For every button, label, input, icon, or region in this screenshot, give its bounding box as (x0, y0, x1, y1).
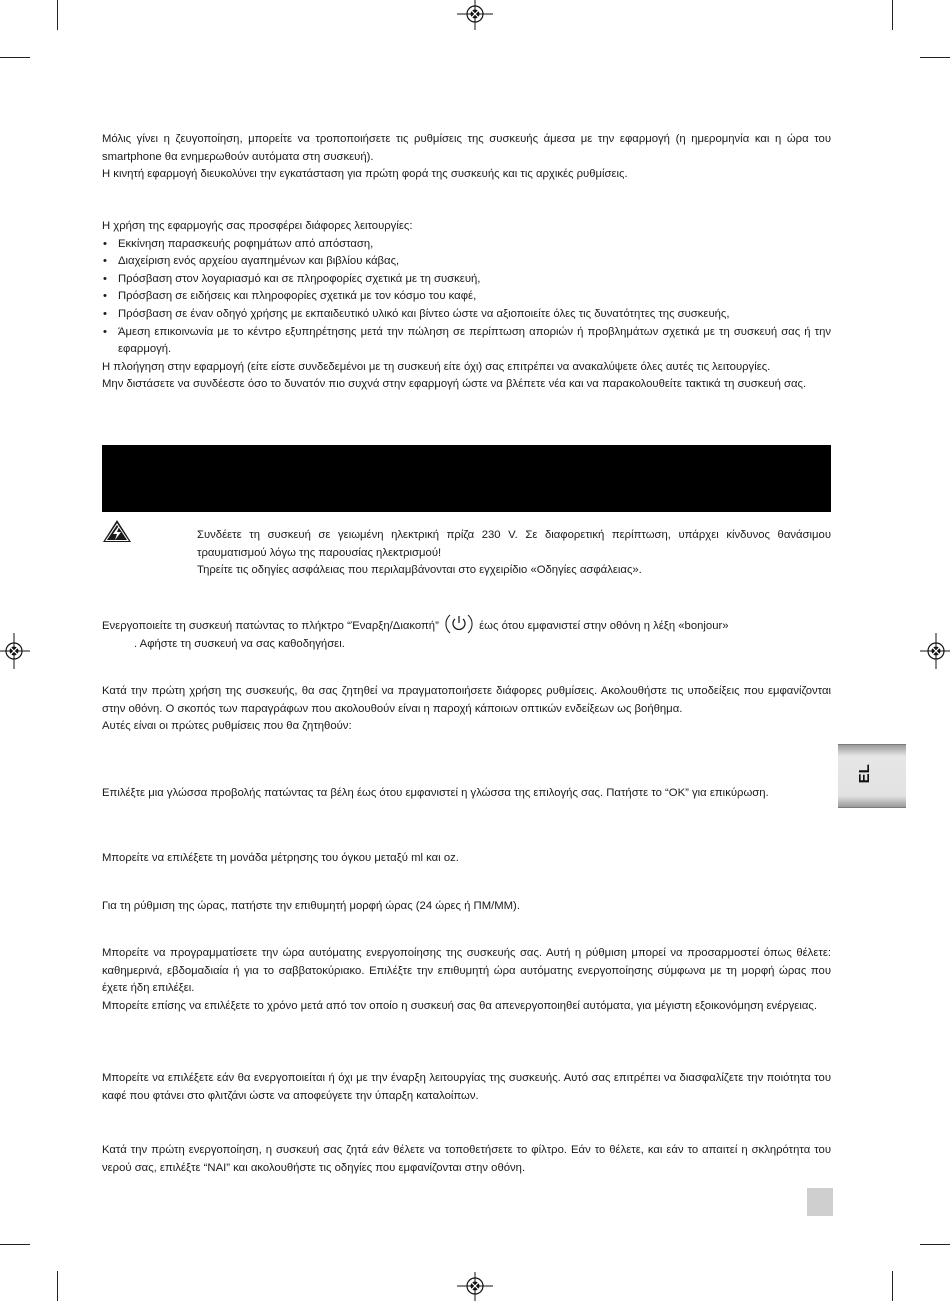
list-item: • Πρόσβαση στον λογαριασμό και σε πληροφορίες σχετικά με τη συσκευή, (102, 271, 831, 289)
auto-on-paragraph: Μπορείτε να προγραμματίσετε την ώρα αυτόματης ενεργοποίησης της συσκευής σας. Αυτή η ρύθμιση μπορεί να προσαρμοστεί όπως θέλετε: καθημερινά, εβδομαδιαία ή για το σαββατοκύριακο. Επιλέξτε την επιθυμητή ώρα αυτόματης ενεργοποίησης σύμφωνα με τη μορφή ώρας που έχετε ήδη επιλέξει. (102, 947, 831, 995)
first-use-section (102, 683, 831, 736)
warning-line: Τηρείτε τις οδηγίες ασφάλειας που περιλαμβάνονται στο εγχειρίδιο «Οδηγίες ασφάλειας». (197, 564, 642, 577)
registration-mark-icon (0, 631, 30, 671)
registration-mark-icon (455, 0, 495, 30)
power-text-before: Ενεργοποιείτε τη συσκευή πατώντας το πλήκτρο “Έναρξη/Διακοπή” (102, 620, 439, 632)
time-section (102, 898, 831, 916)
crop-mark (57, 1271, 58, 1301)
auto-on-paragraph: Μπορείτε επίσης να επιλέξετε το χρόνο μετά από τον οποίο η συσκευή σας θα απενεργοποιηθεί αυτόματα, για μέγιστη εξοικονόμηση ενέργειας. (102, 999, 817, 1012)
filter-paragraph: Κατά την πρώτη ενεργοποίηση, η συσκευή σας ζητά εάν θέλετε να τοποθετήσετε το φίλτρο. Εάν το θέλετε, και εάν το απαιτεί η σκληρότητα του νερού σας, επιλέξτε “ΝΑΙ” και ακολουθήστε τις οδηγίες που εμφανίζονται στην οθόνη. (102, 1144, 831, 1174)
crop-mark (920, 57, 950, 58)
crop-mark (892, 1271, 893, 1301)
electrical-hazard-icon (102, 519, 132, 543)
first-use-paragraph: Αυτές είναι οι πρώτες ρυθμίσεις που θα ζητηθούν: (102, 720, 352, 733)
registration-mark-icon (455, 1272, 495, 1301)
intro-paragraph: Μόλις γίνει η ζευγοποίηση, μπορείτε να τροποποιήσετε τις ρυθμίσεις της συσκευής άμεσα με την εφαρμογή (η ημερομηνία και η ώρα του smartphone θα ενημερωθούν αυτόματα στη συσκευή). (102, 133, 831, 163)
crop-mark (0, 1244, 30, 1245)
warning-line: Συνδέετε τη συσκευή σε γειωμένη ηλεκτρική πρίζα 230 V. Σε διαφορετική περίπτωση, υπάρχει κίνδυνος θανάσιμου τραυματισμού λόγω της παρουσίας ηλεκτρισμού! (197, 529, 831, 559)
list-item: • Πρόσβαση σε ειδήσεις και πληροφορίες σχετικά με τον κόσμο του καφέ, (102, 288, 831, 306)
units-section (102, 850, 831, 868)
functions-section (102, 218, 831, 394)
power-line2: . Αφήστε τη συσκευή να σας καθοδηγήσει. (134, 637, 345, 650)
units-paragraph: Μπορείτε να επιλέξετε τη μονάδα μέτρησης του όγκου μεταξύ ml και oz. (102, 852, 459, 864)
power-text-after: έως ότου εμφανιστεί στην οθόνη η λέξη «bonjour» (479, 620, 729, 632)
language-section (102, 785, 831, 803)
page-number-box (807, 1188, 833, 1216)
list-item: • Άμεση επικοινωνία με το κέντρο εξυπηρέτησης μετά την πώληση σε περίπτωση αποριών ή προβλημάτων σχετικά με τη συσκευή σας ή την εφαρμογή. (102, 324, 831, 359)
functions-lead: Η χρήση της εφαρμογής σας προσφέρει διάφορες λειτουργίες: (102, 220, 413, 232)
list-item: • Εκκίνηση παρασκευής ροφημάτων από απόσταση, (102, 236, 831, 254)
first-use-paragraph: Κατά την πρώτη χρήση της συσκευής, θα σας ζητηθεί να πραγματοποιήσετε διάφορες ρυθμίσεις. Ακολουθήστε τις υποδείξεις που εμφανίζονται στην οθόνη. Ο σκοπός των παραγράφων που ακολουθούν είναι η παροχή κάποιων οπτικών ενδείξεων ως βοήθημα. (102, 685, 831, 715)
crop-mark (892, 0, 893, 30)
power-on-section (102, 618, 831, 653)
rinse-paragraph: Μπορείτε να επιλέξετε εάν θα ενεργοποιείται ή όχι με την έναρξη λειτουργίας της συσκευής. Αυτό σας επιτρέπει να διασφαλίζετε την ποιότητα του καφέ που φτάνει στο φλιτζάνι ώστε να αποφεύγετε την ύπαρξη καταλοίπων. (102, 1072, 831, 1102)
registration-mark-icon (920, 631, 950, 671)
power-button-icon (444, 609, 474, 639)
hesitate-paragraph: Μην διστάσετε να συνδέεστε όσο το δυνατόν πιο συχνά στην εφαρμογή ώστε να βλέπετε νέα και να παρακολουθείτε τακτικά τη συσκευή σας. (102, 378, 807, 391)
rinse-section (102, 1070, 831, 1105)
navigation-paragraph: Η πλοήγηση στην εφαρμογή (είτε είστε συνδεδεμένοι με τη συσκευή είτε όχι) σας επιτρέπει να ανακαλύψετε όλες αυτές τις λειτουργίες. (102, 360, 771, 373)
language-paragraph: Επιλέξτε μια γλώσσα προβολής πατώντας τα βέλη έως ότου εμφανιστεί η γλώσσα της επιλογής σας. Πατήστε το “OK” για επικύρωση. (102, 787, 769, 799)
list-item: • Πρόσβαση σε έναν οδηγό χρήσης με εκπαιδευτικό υλικό και βίντεο ώστε να αξιοποιείτε όλες τις δυνατότητες της συσκευής, (102, 306, 831, 324)
language-tab-label: EL (856, 764, 874, 784)
warning-text (197, 527, 831, 580)
list-item: • Διαχείριση ενός αρχείου αγαπημένων και βιβλίου κάβας, (102, 253, 831, 271)
intro-paragraph: Η κινητή εφαρμογή διευκολύνει την εγκατάσταση για πρώτη φορά της συσκευής και τις αρχικές ρυθμίσεις. (102, 168, 628, 181)
crop-mark (920, 1244, 950, 1245)
time-paragraph: Για τη ρύθμιση της ώρας, πατήστε την επιθυμητή μορφή ώρας (24 ώρες ή ΠΜ/ΜΜ). (102, 900, 520, 912)
intro-section (102, 131, 831, 184)
crop-mark (57, 0, 58, 30)
functions-list (102, 236, 831, 359)
section-header-bar (102, 445, 831, 512)
filter-section (102, 1142, 831, 1177)
crop-mark (0, 57, 30, 58)
language-tab (838, 744, 906, 808)
auto-on-section (102, 945, 831, 1015)
